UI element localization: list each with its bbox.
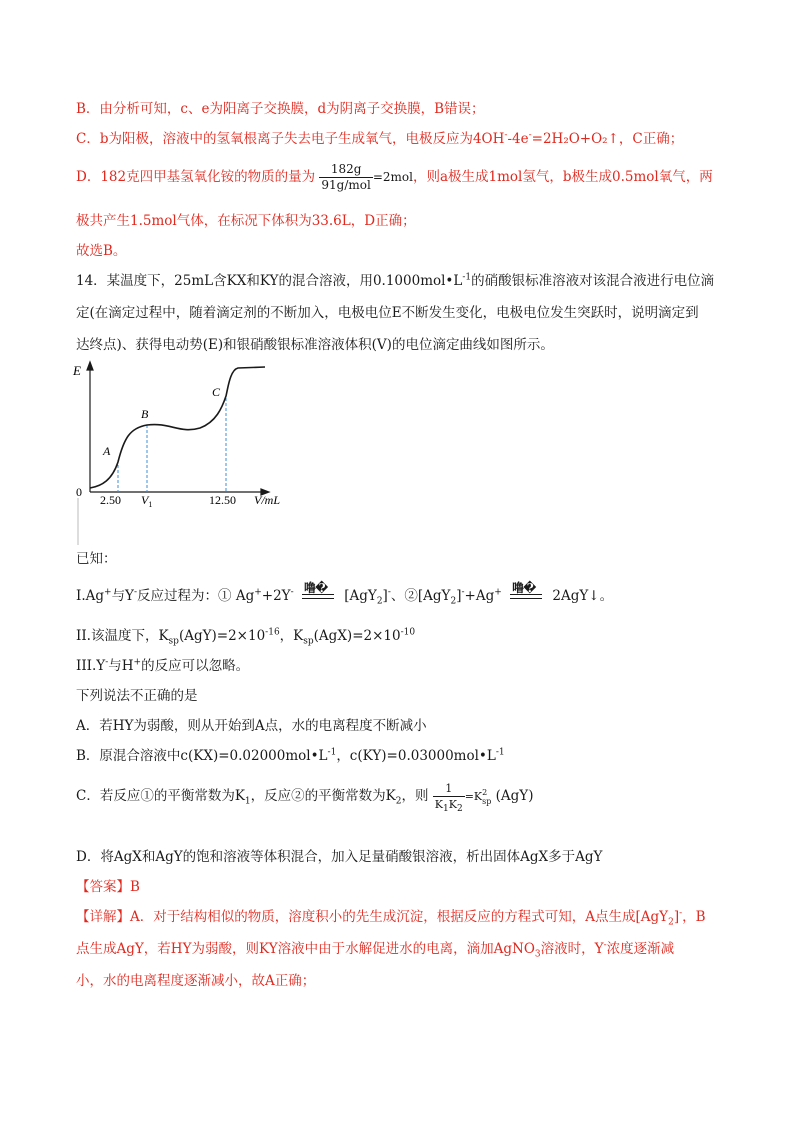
option-b: B．原混合溶液中$c(KX)=0.02000mol•L^{-1}$，$c(KY)=0.03000mol•L^{-1}$ <box>76 747 505 764</box>
question-line-3: 达终点)、获得电动势(E)和银硝酸银标准溶液体积(V)的电位滴定曲线如图所示。 <box>76 337 554 353</box>
tick-label-2-50: 2.50 <box>100 493 121 507</box>
titration-curve <box>90 367 265 488</box>
known-title: 已知： <box>76 551 117 567</box>
point-b-label: B <box>141 407 149 421</box>
fraction-moles: $\frac{182g}{\text{91g/mol}}$ <box>321 162 371 192</box>
answer-detail-line-2: 点生成AgY，若HY为弱酸，则KY溶液中由于水解促进水的电离，滴加AgNO$_3$溶液时，Y-浓度逐渐减 <box>76 940 675 960</box>
analysis-line-d2: 极共产生1.5mol气体，在标况下体积为33.6L，D正确； <box>76 213 416 229</box>
answer-detail-line-3: 小，水的电离程度逐渐减小，故A正确； <box>76 973 316 989</box>
y-axis-arrow <box>87 362 93 370</box>
option-d: D．将AgX和AgY的饱和溶液等体积混合，加入足量硝酸银溶液，析出固体AgX多于AgY <box>76 849 603 865</box>
point-a-label: A <box>103 444 111 458</box>
fraction-option-c: $\frac{1}{K_1K_2}$ <box>434 782 463 815</box>
tick-label-v1: $V_1$ <box>141 493 153 509</box>
y-axis-label: E <box>73 363 81 378</box>
analysis-line-c: C．b为阳极，溶液中的氢氧根离子失去电子生成氧气，电极反应为4OH--4e-=2H₂O+O₂↑，C正确； <box>76 130 684 147</box>
answer-label: 【答案】B <box>76 879 140 895</box>
point-c-label: C <box>212 385 221 399</box>
question-line-1: 14．某温度下，25mL含KX和KY的混合溶液，用$0.1000mol•L^{-1}$的硝酸银标准溶液对该混合液进行电位滴 <box>76 272 715 289</box>
equilibrium-arrow-1: 噜� <box>298 590 340 604</box>
tick-label-12-50: 12.50 <box>209 493 236 507</box>
analysis-line-d: D．182克四甲基氢氧化铵的物质的量为 $\frac{182g}{\text{91g/mol}}$ =2mol，则a极生成1mol氢气，b极生成0.5mol氧气，两 <box>76 162 713 192</box>
known-condition-ii: II.该温度下，$K_{sp}(AgY)=2\times 10^{-16}$，$K_{sp}(AgX)=2\times 10^{-10}$ <box>76 627 416 647</box>
options-prompt: 下列说法不正确的是 <box>76 688 198 704</box>
option-c: C．若反应①的平衡常数为$K_1$，反应②的平衡常数为$K_2$，则 $\frac{1}{K_1K_2}$ =K 2 sp (AgY) <box>76 782 534 815</box>
titration-curve-figure <box>70 360 300 545</box>
equilibrium-arrow-2: 噜� <box>506 590 548 604</box>
origin-label: 0 <box>76 485 82 499</box>
known-condition-iii: III.Y-与H+的反应可以忽略。 <box>76 657 250 674</box>
analysis-line-b: B．由分析可知，c、e为阳离子交换膜，d为阴离子交换膜，B错误； <box>76 101 485 117</box>
analysis-choose: 故选B。 <box>76 243 127 259</box>
x-axis-label: V/mL <box>254 493 281 507</box>
answer-detail-line-1: 【详解】A．对于结构相似的物质，溶度积小的先生成沉淀，根据反应的方程式可知，A点生成[AgY$_2$]-，B <box>76 908 706 928</box>
question-line-2: 定(在滴定过程中，随着滴定剂的不断加入，电极电位E不断发生变化，电极电位发生突跃时，说明滴定到 <box>76 305 699 321</box>
option-a: A．若HY为弱酸，则从开始到A点，水的电离程度不断减小 <box>76 718 427 734</box>
known-condition-i: I.Ag+与Y-反应过程为：① Ag++2Y- 噜� [AgY$_2$]-、②[AgY$_2$]-+Ag+ 噜� 2AgY↓。 <box>76 580 614 607</box>
